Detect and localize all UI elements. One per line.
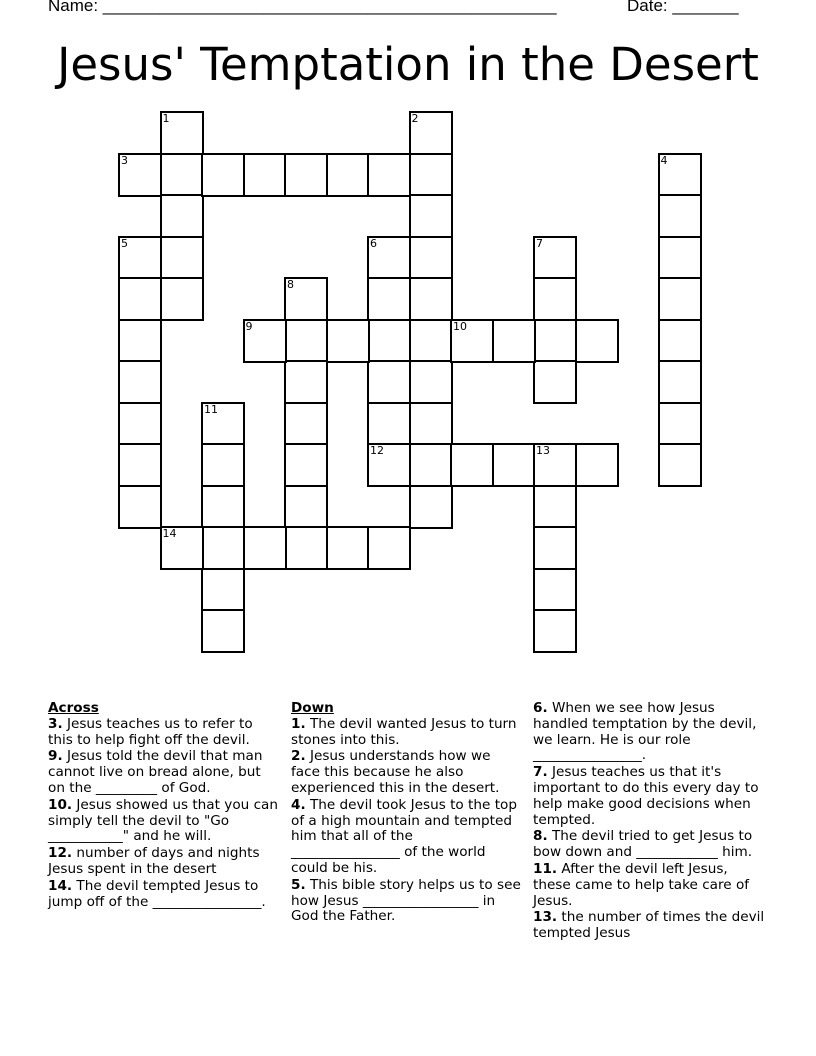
grid-cell[interactable] [409, 111, 453, 155]
clue-number: 9 [245, 319, 253, 333]
clue-item [291, 878, 523, 925]
clue-number: 2. [291, 748, 306, 765]
grid-cell[interactable] [326, 526, 370, 570]
date-field-label: Date: _______ [627, 0, 739, 15]
clue-item [533, 701, 765, 764]
clue-item [291, 798, 523, 877]
grid-cell[interactable] [367, 360, 411, 404]
clue-number: 6 [370, 236, 377, 250]
grid-cell[interactable] [160, 153, 204, 197]
clue-number: 5 [121, 236, 128, 250]
clue-number: 2 [411, 112, 419, 125]
grid-cell[interactable] [160, 111, 204, 155]
grid-cell[interactable] [284, 319, 328, 363]
clue-item [48, 846, 280, 878]
clue-column-3 [533, 701, 765, 943]
grid-cell[interactable] [575, 319, 619, 363]
clue-number: 8. [533, 828, 548, 845]
grid-cell[interactable] [326, 319, 370, 363]
clue-number: 12. [48, 845, 73, 862]
clue-text: Jesus understands how we face this because he also experienced this in the desert. [291, 748, 500, 796]
clue-text: Jesus showed us that you can simply tell the devil to "Go ___________" and he will. [48, 796, 278, 845]
grid-cell[interactable] [201, 609, 245, 653]
grid-cell[interactable] [284, 485, 328, 529]
grid-cell[interactable] [533, 277, 577, 321]
clue-number: 14. [48, 877, 73, 894]
grid-cell[interactable] [409, 236, 453, 280]
grid-cell[interactable] [492, 443, 536, 487]
clue-number: 7. [533, 764, 548, 781]
grid-cell[interactable] [658, 402, 702, 446]
grid-cell[interactable] [160, 194, 204, 238]
clue-number: 1 [162, 112, 170, 125]
grid-cell[interactable] [201, 526, 245, 570]
clue-item [291, 749, 523, 796]
clue-text: The devil took Jesus to the top of a high mountain and tempted him that all of the ________________ of the world could be his. [291, 796, 517, 876]
clue-text: the number of times the devil tempted Jesus [533, 909, 765, 942]
clue-item [533, 765, 765, 828]
clue-number: 5. [291, 876, 306, 893]
clue-number: 3. [48, 715, 63, 732]
clue-column-1 [48, 701, 280, 911]
grid-cell[interactable] [533, 485, 577, 529]
clue-text: The devil wanted Jesus to turn stones into this. [291, 715, 517, 748]
clue-number: 8 [287, 278, 294, 291]
clue-number: 13 [536, 444, 550, 457]
clue-item [533, 862, 765, 909]
grid-cell[interactable] [201, 402, 245, 446]
down-heading: Down [291, 700, 334, 716]
grid-cell[interactable] [409, 277, 453, 321]
clue-text: The devil tried to get Jesus to bow down and ____________ him. [533, 828, 753, 861]
down-clue-list [291, 717, 523, 925]
grid-cell[interactable] [367, 526, 411, 570]
clue-text: After the devil left Jesus, these came to help take care of Jesus. [533, 860, 750, 909]
clue-text: Jesus told the devil that man cannot live on bread alone, but on the _________ of God. [48, 748, 263, 796]
down-clue-list-continued [533, 701, 765, 942]
grid-cell[interactable] [118, 402, 162, 446]
grid-cell[interactable] [409, 319, 453, 363]
grid-cell[interactable] [409, 194, 453, 238]
grid-cell[interactable] [367, 236, 411, 280]
grid-cell[interactable] [533, 236, 577, 280]
grid-cell[interactable] [118, 236, 162, 280]
clue-item [533, 829, 765, 861]
grid-cell[interactable] [533, 319, 577, 363]
grid-cell[interactable] [409, 443, 453, 487]
clue-number: 13. [533, 909, 558, 926]
grid-cell[interactable] [201, 568, 245, 612]
clue-number: 7 [536, 236, 543, 250]
clue-number: 10. [48, 796, 73, 813]
clue-number: 9. [48, 748, 63, 765]
clue-text: Jesus teaches us that it's important to do this every day to help make good decisions when tempted. [533, 764, 759, 828]
grid-cell[interactable] [492, 319, 536, 363]
clue-number: 14 [162, 527, 177, 540]
clue-number: 1. [291, 715, 306, 732]
grid-cell[interactable] [118, 319, 162, 363]
grid-cell[interactable] [533, 443, 577, 487]
grid-cell[interactable] [160, 526, 204, 570]
grid-cell[interactable] [118, 153, 162, 197]
grid-cell[interactable] [201, 153, 245, 197]
clue-number: 6. [533, 700, 548, 716]
clue-text: Jesus teaches us to refer to this to help fight off the devil. [48, 715, 253, 748]
grid-cell[interactable] [658, 153, 702, 197]
grid-cell[interactable] [450, 319, 494, 363]
clue-text: When we see how Jesus handled temptation by the devil, we learn. He is our role ________________. [533, 700, 757, 764]
grid-cell[interactable] [201, 485, 245, 529]
page-title: Jesus' Temptation in the Desert [57, 38, 759, 91]
grid-cell[interactable] [284, 153, 328, 197]
clue-number: 11. [533, 860, 558, 877]
grid-cell[interactable] [160, 236, 204, 280]
clue-column-2 [291, 701, 523, 926]
grid-cell[interactable] [160, 277, 204, 321]
clue-item [533, 910, 765, 942]
grid-cell[interactable] [118, 360, 162, 404]
grid-cell[interactable] [409, 360, 453, 404]
clue-number: 3 [121, 153, 128, 167]
grid-cell[interactable] [243, 526, 287, 570]
clue-item [48, 717, 280, 749]
grid-cell[interactable] [658, 277, 702, 321]
clue-item [48, 798, 280, 845]
clue-item [291, 717, 523, 749]
clue-number: 4 [660, 153, 668, 167]
clue-number: 11 [204, 402, 218, 416]
grid-cell[interactable] [658, 319, 702, 363]
grid-cell[interactable] [409, 402, 453, 446]
clue-item [48, 879, 280, 911]
grid-cell[interactable] [284, 360, 328, 404]
grid-cell[interactable] [284, 443, 328, 487]
grid-cell[interactable] [367, 443, 411, 487]
grid-cell[interactable] [533, 568, 577, 612]
clue-text: The devil tempted Jesus to jump off of the ________________. [48, 877, 266, 910]
grid-cell[interactable] [658, 236, 702, 280]
grid-cell[interactable] [367, 153, 411, 197]
grid-cell[interactable] [450, 443, 494, 487]
across-clue-list [48, 717, 280, 911]
grid-cell[interactable] [575, 443, 619, 487]
grid-cell[interactable] [243, 319, 287, 363]
grid-cell[interactable] [533, 360, 577, 404]
grid-cell[interactable] [658, 194, 702, 238]
grid-cell[interactable] [367, 319, 411, 363]
grid-cell[interactable] [533, 526, 577, 570]
grid-cell[interactable] [118, 443, 162, 487]
grid-cell[interactable] [326, 153, 370, 197]
name-field-label: Name: ________________________________________________ [48, 0, 557, 15]
grid-cell[interactable] [367, 402, 411, 446]
grid-cell[interactable] [367, 277, 411, 321]
grid-cell[interactable] [118, 277, 162, 321]
grid-cell[interactable] [284, 277, 328, 321]
clue-item [48, 749, 280, 796]
across-heading: Across [48, 700, 99, 716]
clue-number: 10 [453, 319, 467, 333]
clue-number: 12 [370, 444, 384, 457]
grid-cell[interactable] [409, 153, 453, 197]
grid-cell[interactable] [658, 360, 702, 404]
clue-text: This bible story helps us to see how Jesus _________________ in God the Father. [291, 876, 521, 925]
grid-cell[interactable] [284, 402, 328, 446]
grid-cell[interactable] [658, 443, 702, 487]
grid-cell[interactable] [243, 153, 287, 197]
clue-text: number of days and nights Jesus spent in the desert [48, 845, 260, 877]
clue-number: 4. [291, 796, 306, 813]
grid-cell[interactable] [284, 526, 328, 570]
grid-cell[interactable] [409, 485, 453, 529]
grid-cell[interactable] [201, 443, 245, 487]
grid-cell[interactable] [118, 485, 162, 529]
grid-cell[interactable] [533, 609, 577, 653]
